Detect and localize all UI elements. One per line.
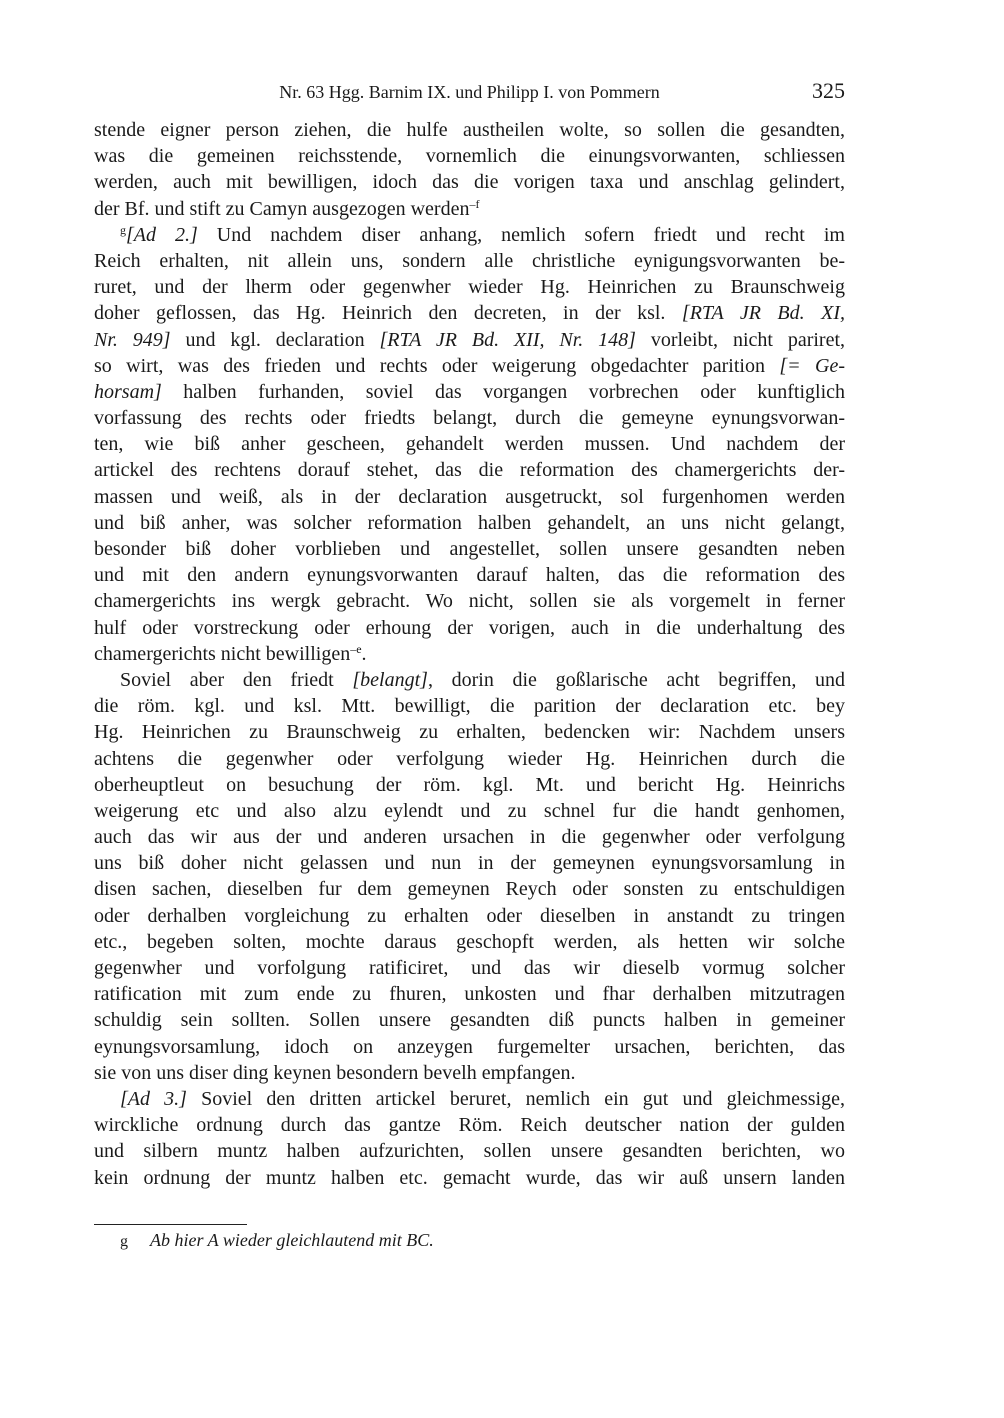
text-line [94, 510, 845, 536]
text-segment: disen sachen, dieselben fur dem gemeynen Reych oder sonsten zu entschuldigen [94, 878, 845, 901]
text-segment: Soviel aber den friedt [120, 668, 353, 691]
text-segment: Reich erhalten, nit allein uns, sondern alle christliche eynigungsvorwanten be- [94, 249, 845, 272]
text-segment: der Bf. und stift zu Camyn ausgezogen werden [94, 197, 470, 220]
text-segment: und mit den andern eynungsvorwanten darauf halten, das die reformation des [94, 564, 845, 587]
text-line [94, 824, 845, 850]
text-segment: ruret, und der lherm oder gegenwher wieder Hg. Heinrichen zu Braunschweig [94, 276, 845, 299]
text-line [94, 1138, 845, 1164]
text-line [94, 798, 845, 824]
page-number: 325 [812, 78, 845, 103]
text-line [94, 772, 845, 798]
text-line [94, 536, 845, 562]
text-line [94, 405, 845, 431]
footnote [120, 1230, 434, 1251]
footnote-reference: g [120, 222, 126, 237]
text-segment: massen und weiß, als in der declaration ausgetruckt, sol furgenhomen werden [94, 485, 845, 508]
text-line [94, 143, 845, 169]
editorial-note: [Ad 3.] [120, 1087, 187, 1110]
text-line [94, 169, 845, 195]
text-segment: Soviel den dritten artickel beruret, nemlich ein gut und gleichmessige, [186, 1087, 845, 1110]
text-line [94, 1034, 845, 1060]
footnote-text: Ab hier A wieder gleichlautend mit BC. [150, 1230, 434, 1250]
text-segment: vorfassung des rechts oder friedts belangt, durch die gemeyne eynungsvorwan- [94, 407, 845, 430]
editorial-note: [belangt] [352, 668, 428, 691]
main-text [94, 117, 845, 1191]
text-line [94, 379, 845, 405]
text-line [94, 117, 845, 143]
text-line [94, 562, 845, 588]
text-segment: und biß anher, was solcher reformation halben gehandelt, an uns nicht gelangt, [94, 511, 845, 534]
text-segment: vorleibt, nicht pariret, [635, 328, 846, 351]
text-segment: so wirt, was des frieden und rechts oder weigerung obgedachter parition [94, 354, 780, 377]
text-line [94, 1165, 845, 1191]
text-segment: auch das wir aus der und anderen ursachen in die gegenwher oder verfolgung [94, 826, 845, 849]
text-line [94, 196, 845, 222]
text-segment: Hg. Heinrichen zu Braunschweig zu erhalten, bedencken wir: Nachdem unsers [94, 721, 845, 744]
text-line [94, 903, 845, 929]
text-line [94, 1112, 845, 1138]
text-segment: und kgl. declaration [170, 328, 380, 351]
text-segment: doher geflossen, das Hg. Heinrich den decreten, in der ksl. [94, 302, 682, 325]
text-line [94, 431, 845, 457]
text-line [94, 222, 845, 248]
text-segment: die röm. kgl. und ksl. Mtt. bewilligt, die parition der declaration etc. bey [94, 695, 845, 718]
text-segment: kein ordnung der muntz halben etc. gemacht wurde, das wir auß unsern landen [94, 1166, 845, 1189]
text-line [94, 667, 845, 693]
text-segment: chamergerichts nicht bewilligen [94, 642, 351, 665]
text-line [94, 300, 845, 326]
editorial-note: Nr. 949] [94, 328, 171, 351]
text-segment: werden, auch mit bewilligen, idoch das die vorigen taxa und anschlag gelindert, [94, 171, 845, 194]
text-line [94, 955, 845, 981]
running-header [94, 78, 845, 108]
text-line [94, 876, 845, 902]
text-segment: hulf oder vorstreckung oder erhoung der vorigen, auch in die underhaltung des [94, 616, 845, 639]
text-line [94, 615, 845, 641]
text-line [94, 719, 845, 745]
text-line [94, 327, 845, 353]
text-line [94, 274, 845, 300]
text-segment: gegenwher und vorfolgung ratificiret, und das wir dieselb vormug solcher [94, 957, 845, 979]
footnote-reference: –f [469, 196, 480, 211]
text-segment: schuldig sein sollten. Sollen unsere gesandten diß puncts halben in gemeiner [94, 1009, 845, 1032]
editorial-note: [= Ge- [779, 354, 845, 377]
text-segment: weigerung etc und also alzu eylendt und zu schnel fur die handt genhomen, [94, 799, 845, 822]
text-segment: chamergerichts ins wergk gebracht. Wo nicht, sollen sie als vorgemelt in ferner [94, 590, 845, 613]
editorial-note: [Ad 2.] [126, 223, 198, 246]
text-line [94, 1060, 845, 1086]
text-line [94, 929, 845, 955]
text-line [94, 981, 845, 1007]
text-segment: oder derhalben vorgleichung zu erhalten oder dieselben in anstandt zu tringen [94, 904, 845, 927]
text-segment: was die gemeinen reichsstende, vornemlich die einungsvorwanten, schliessen [94, 145, 845, 168]
editorial-note: [RTA JR Bd. XI, [681, 302, 846, 325]
text-line [94, 1007, 845, 1033]
text-segment: achtens die gegenwher oder verfolgung wieder Hg. Heinrichen durch die [94, 747, 845, 770]
text-segment: Und nachdem diser anhang, nemlich sofern friedt und recht im [197, 223, 845, 246]
footnote-mark: g [120, 1233, 128, 1250]
text-segment: . [361, 642, 367, 665]
text-segment: uns biß doher nicht gelassen und nun in der gemeynen eynungsvorsamlung in [94, 852, 845, 875]
text-segment: stende eigner person ziehen, die hulfe austheilen wolte, so sollen die gesandten, [94, 119, 845, 141]
text-segment: und silbern muntz halben aufzurichten, sollen unsere gesandten berichten, wo [94, 1140, 845, 1163]
text-line [94, 588, 845, 614]
text-segment: besonder biß doher vorblieben und angestellet, sollen unsere gesandten neben [94, 538, 845, 560]
running-title: Nr. 63 Hgg. Barnim IX. und Philipp I. von Pommern [279, 82, 660, 102]
text-line [94, 693, 845, 719]
text-line [94, 353, 845, 379]
text-line [94, 641, 845, 667]
text-segment: eynungsvorsamlung, idoch on anzeygen furgemelter ursachen, berichten, das [94, 1035, 845, 1058]
text-segment: ratification mit zum ende zu fhuren, unkosten und fhar derhalben mitzutragen [94, 983, 845, 1006]
text-line [94, 248, 845, 274]
text-line [94, 457, 845, 483]
text-line [94, 1086, 845, 1112]
text-segment: wirckliche ordnung durch das gantze Röm. Reich deutscher nation der gulden [94, 1114, 845, 1137]
text-segment: , dorin die goßlarische acht begriffen, und [427, 668, 845, 691]
text-segment: halben furhanden, soviel das vorgangen vorbrechen oder kunftiglich [161, 380, 845, 403]
footnote-reference: –e [350, 641, 362, 656]
text-segment: artickel des rechtens dorauf stehet, das die reformation des chamergerichts der- [94, 459, 845, 482]
text-line [94, 850, 845, 876]
text-line [94, 746, 845, 772]
text-segment: etc., begeben solten, mochte daraus geschopft werden, als hetten wir solche [94, 930, 845, 953]
text-segment: oberheuptleut on besuchung der röm. kgl. Mt. und bericht Hg. Heinrichs [94, 773, 845, 796]
editorial-note: horsam] [94, 380, 162, 403]
text-segment: ten, wie biß anher gescheen, gehandelt werden mussen. Und nachdem der [94, 433, 845, 456]
footnote-divider [94, 1224, 247, 1225]
text-line [94, 484, 845, 510]
text-segment: sie von uns diser ding keynen besondern bevelh empfangen. [94, 1061, 576, 1084]
editorial-note: [RTA JR Bd. XII, Nr. 148] [379, 328, 636, 351]
